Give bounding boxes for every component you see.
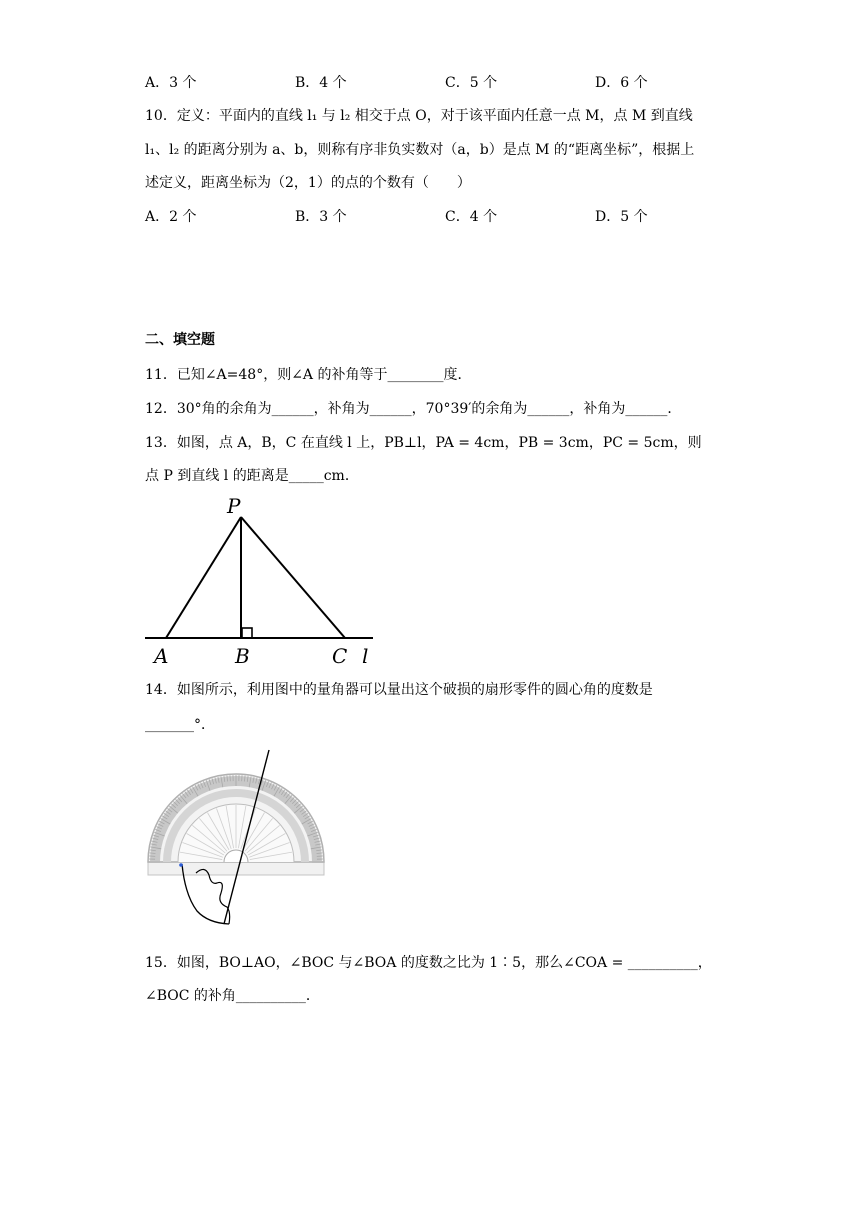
q11-text: 11．已知∠A=48°，则∠A 的补角等于________度． bbox=[145, 367, 472, 383]
q10-option-b: B．3 个 bbox=[295, 209, 347, 225]
protractor bbox=[148, 774, 324, 875]
q10-option-a: A．2 个 bbox=[145, 209, 197, 225]
sector-point bbox=[179, 863, 183, 867]
q10-line-2: l₁、l₂ 的距离分别为 a、b，则称有序非负实数对（a，b）是点 M 的“距离坐标”，根据上 bbox=[145, 142, 695, 158]
section-title: 二、填空题 bbox=[145, 332, 215, 348]
broken-edge bbox=[196, 869, 230, 924]
label-b: B bbox=[235, 644, 250, 668]
q12-text: 12．30°角的余角为______，补角为______，70°39′的余角为______，补角为______． bbox=[145, 401, 682, 417]
triangle-figure bbox=[140, 495, 385, 670]
q15-line-2: ∠BOC 的补角__________． bbox=[145, 988, 320, 1004]
label-l: l bbox=[362, 644, 369, 668]
q14-line-1: 14．如图所示，利用图中的量角器可以量出这个破损的扇形零件的圆心角的度数是 bbox=[145, 682, 653, 698]
label-c: C bbox=[332, 644, 348, 668]
q15-line-1: 15．如图，BO⊥AO，∠BOC 与∠BOA 的度数之比为 1∶5，那么∠COA = __________， bbox=[145, 955, 712, 971]
q10-line-1: 10．定义：平面内的直线 l₁ 与 l₂ 相交于点 O，对于该平面内任意一点 M，点 M 到直线 bbox=[145, 108, 693, 124]
q14-line-2: _______°． bbox=[145, 717, 215, 733]
label-a: A bbox=[154, 644, 169, 668]
q10-option-c: C．4 个 bbox=[445, 209, 498, 225]
q13-line-2: 点 P 到直线 l 的距离是_____cm． bbox=[145, 468, 359, 484]
protractor-figure bbox=[145, 745, 330, 930]
q9-option-c: C．5 个 bbox=[445, 75, 498, 91]
q10-option-d: D．5 个 bbox=[595, 209, 648, 225]
q10-line-3: 述定义，距离坐标为（2，1）的点的个数有（ ） bbox=[145, 175, 471, 191]
q9-option-a: A．3 个 bbox=[145, 75, 197, 91]
q9-option-b: B．4 个 bbox=[295, 75, 347, 91]
label-p: P bbox=[227, 495, 241, 518]
q9-option-d: D．6 个 bbox=[595, 75, 648, 91]
q13-line-1: 13．如图，点 A，B，C 在直线 l 上，PB⊥l，PA = 4cm，PB = 3cm，PC = 5cm，则 bbox=[145, 435, 702, 451]
right-angle-mark bbox=[242, 628, 252, 638]
